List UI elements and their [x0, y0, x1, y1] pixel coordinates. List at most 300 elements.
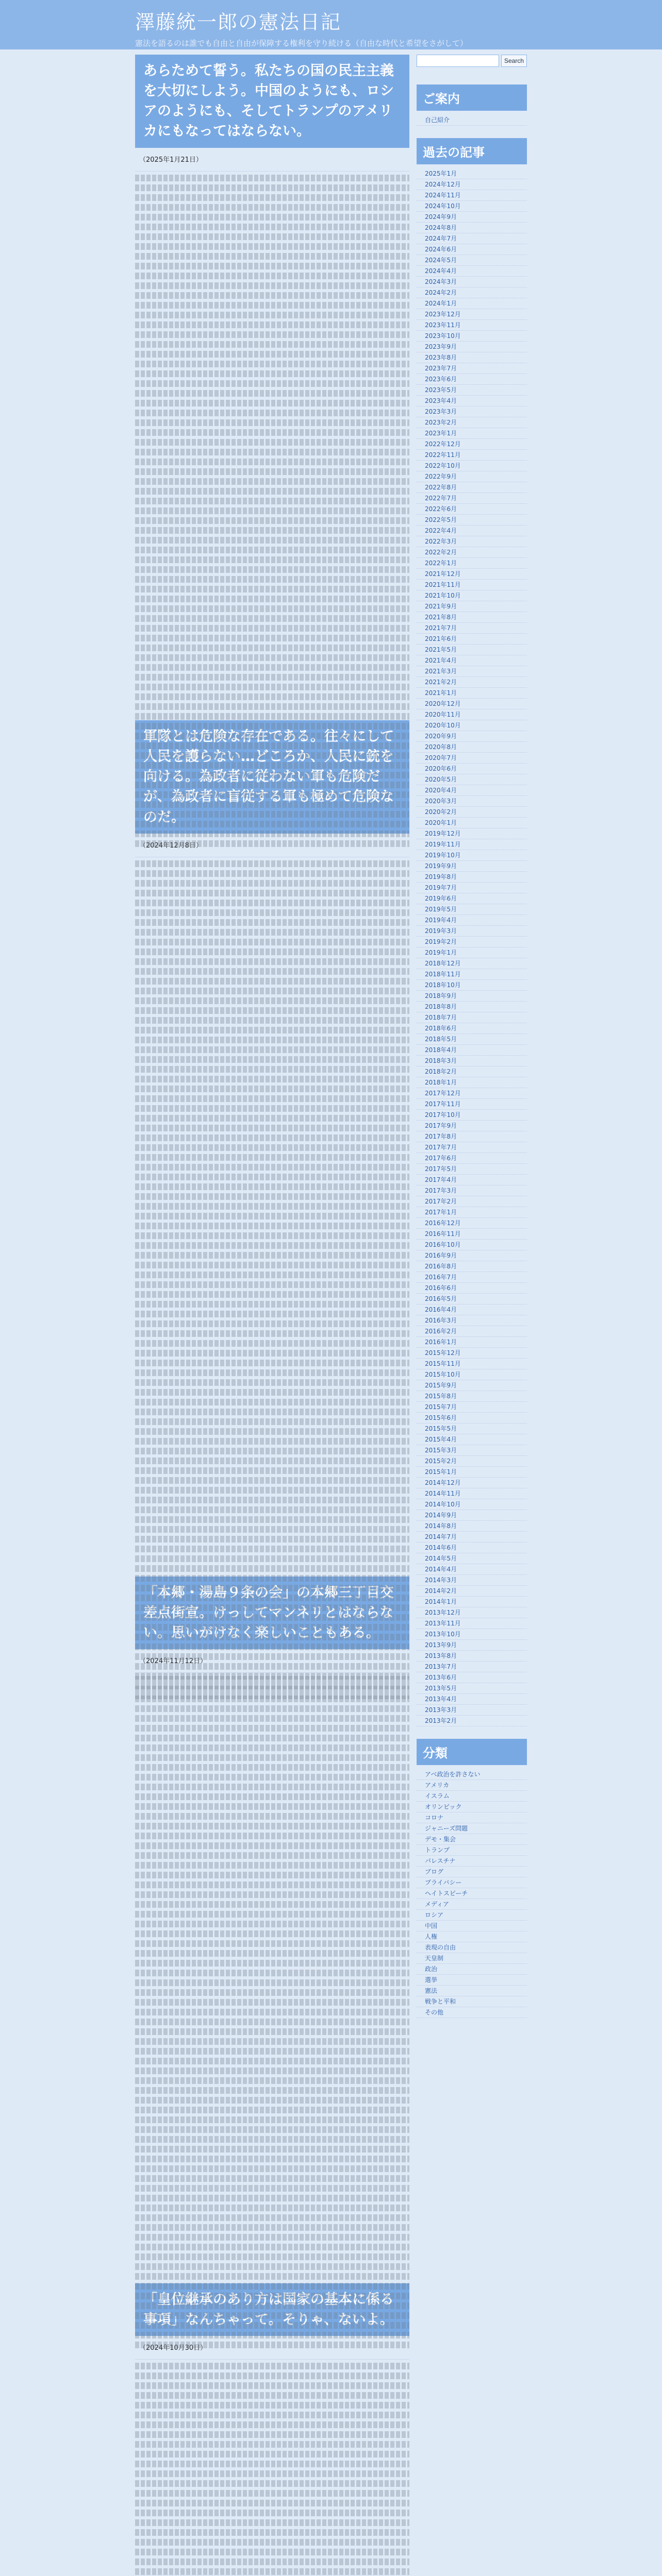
category-item-link[interactable]: デモ・集会	[425, 1836, 456, 1843]
archive-item[interactable]	[417, 807, 527, 818]
archive-item[interactable]	[417, 1488, 527, 1499]
archive-item-link[interactable]: 2021年1月	[425, 689, 457, 697]
category-item[interactable]	[417, 1834, 527, 1845]
category-item-link[interactable]: アメリカ	[425, 1782, 450, 1789]
category-item[interactable]	[417, 1780, 527, 1791]
category-item-link[interactable]: 憲法	[425, 1987, 438, 1994]
archive-item-link[interactable]: 2017年3月	[425, 1187, 457, 1194]
archive-item[interactable]	[417, 1402, 527, 1413]
archive-item-link[interactable]: 2020年7月	[425, 754, 457, 761]
archive-item-link[interactable]: 2013年11月	[425, 1620, 461, 1627]
archive-item-link[interactable]: 2018年6月	[425, 1025, 457, 1032]
category-item-link[interactable]: ジャニーズ問題	[425, 1825, 468, 1832]
archive-item[interactable]	[417, 1142, 527, 1153]
archive-item[interactable]	[417, 753, 527, 764]
archive-item-link[interactable]: 2022年1月	[425, 560, 457, 567]
archive-item-link[interactable]: 2022年2月	[425, 549, 457, 556]
archive-item[interactable]	[417, 1121, 527, 1131]
archive-item-link[interactable]: 2013年9月	[425, 1641, 457, 1649]
archive-item-link[interactable]: 2015年8月	[425, 1393, 457, 1400]
archive-item[interactable]	[417, 1423, 527, 1434]
archive-item-link[interactable]: 2024年4月	[425, 267, 457, 275]
archive-item[interactable]	[417, 969, 527, 980]
archive-item-link[interactable]: 2020年1月	[425, 819, 457, 826]
archive-item-link[interactable]: 2014年7月	[425, 1533, 457, 1540]
archive-item[interactable]	[417, 1694, 527, 1705]
archive-item[interactable]	[417, 569, 527, 580]
archive-item[interactable]	[417, 818, 527, 828]
archive-item[interactable]	[417, 1521, 527, 1532]
archive-item-link[interactable]: 2016年7月	[425, 1274, 457, 1281]
archive-item[interactable]	[417, 1088, 527, 1099]
archive-item[interactable]	[417, 1077, 527, 1088]
archive-item[interactable]	[417, 1510, 527, 1521]
archive-item[interactable]	[417, 1034, 527, 1045]
archive-item-link[interactable]: 2022年12月	[425, 440, 461, 448]
archive-item-link[interactable]: 2018年4月	[425, 1046, 457, 1054]
archive-item[interactable]	[417, 1380, 527, 1391]
archive-item-link[interactable]: 2024年11月	[425, 192, 461, 199]
archive-item-link[interactable]: 2017年4月	[425, 1176, 457, 1183]
archive-item[interactable]	[417, 536, 527, 547]
category-item-link[interactable]: パレスチナ	[425, 1857, 456, 1865]
archive-item[interactable]	[417, 266, 527, 277]
archive-item-link[interactable]: 2020年5月	[425, 776, 457, 783]
archive-item[interactable]	[417, 244, 527, 255]
archive-item-link[interactable]: 2021年8月	[425, 614, 457, 621]
archive-item-link[interactable]: 2023年8月	[425, 354, 457, 361]
archive-item-link[interactable]: 2014年10月	[425, 1501, 461, 1508]
archive-item-link[interactable]: 2016年4月	[425, 1306, 457, 1313]
archive-item-link[interactable]: 2024年2月	[425, 289, 457, 296]
archive-item[interactable]	[417, 991, 527, 1002]
archive-item[interactable]	[417, 1434, 527, 1445]
archive-item[interactable]	[417, 655, 527, 666]
archive-item[interactable]	[417, 623, 527, 634]
archive-item-link[interactable]: 2018年5月	[425, 1036, 457, 1043]
archive-item[interactable]	[417, 1056, 527, 1066]
archive-item-link[interactable]: 2022年5月	[425, 516, 457, 523]
post-title[interactable]: あらためて誓う。私たちの国の民主主義を大切にしよう。中国のようにも、ロシアのようにも、そしてトランプのアメリカにもなってはならない。	[135, 55, 409, 148]
category-item-link[interactable]: トランプ	[425, 1846, 450, 1854]
archive-item-link[interactable]: 2013年5月	[425, 1685, 457, 1692]
category-item[interactable]	[417, 1942, 527, 1953]
archive-item[interactable]	[417, 1597, 527, 1607]
archive-item[interactable]	[417, 926, 527, 937]
archive-item[interactable]	[417, 839, 527, 850]
archive-item-link[interactable]: 2023年2月	[425, 419, 457, 426]
archive-item-link[interactable]: 2020年12月	[425, 700, 461, 707]
archive-item-link[interactable]: 2024年10月	[425, 202, 461, 210]
archive-item[interactable]	[417, 1164, 527, 1175]
archive-item[interactable]	[417, 699, 527, 709]
archive-item[interactable]	[417, 277, 527, 287]
archive-item-link[interactable]: 2015年1月	[425, 1468, 457, 1476]
archive-item[interactable]	[417, 363, 527, 374]
category-item[interactable]	[417, 1867, 527, 1877]
archive-item[interactable]	[417, 1640, 527, 1651]
archive-item-link[interactable]: 2014年6月	[425, 1544, 457, 1551]
archive-item[interactable]	[417, 1651, 527, 1662]
archive-item-link[interactable]: 2017年12月	[425, 1090, 461, 1097]
category-item[interactable]	[417, 1910, 527, 1921]
archive-item[interactable]	[417, 255, 527, 266]
archive-item-link[interactable]: 2023年11月	[425, 321, 461, 329]
archive-item-link[interactable]: 2021年7月	[425, 624, 457, 632]
archive-item[interactable]	[417, 1045, 527, 1056]
archive-item-link[interactable]: 2017年10月	[425, 1111, 461, 1118]
archive-item-link[interactable]: 2020年8月	[425, 743, 457, 751]
archive-item-link[interactable]: 2018年1月	[425, 1079, 457, 1086]
archive-item-link[interactable]: 2013年8月	[425, 1652, 457, 1659]
archive-item[interactable]	[417, 1629, 527, 1640]
archive-item-link[interactable]: 2013年6月	[425, 1674, 457, 1681]
category-item-link[interactable]: プライバシー	[425, 1879, 462, 1886]
archive-item[interactable]	[417, 1218, 527, 1229]
archive-item-link[interactable]: 2019年1月	[425, 949, 457, 956]
archive-item-link[interactable]: 2016年1月	[425, 1338, 457, 1346]
post-title[interactable]: 「本郷・湯島９条の会」の本郷三丁目交差点街宣。けっしてマンネリとはならない。思いがけなく楽しいこともある。	[135, 1577, 409, 1649]
archive-item-link[interactable]: 2017年9月	[425, 1122, 457, 1129]
archive-item-link[interactable]: 2018年2月	[425, 1068, 457, 1075]
archive-item-link[interactable]: 2016年2月	[425, 1328, 457, 1335]
archive-item[interactable]	[417, 645, 527, 655]
archive-item-link[interactable]: 2017年8月	[425, 1133, 457, 1140]
archive-item[interactable]	[417, 1315, 527, 1326]
archive-item-link[interactable]: 2015年12月	[425, 1349, 461, 1357]
archive-item-link[interactable]: 2016年8月	[425, 1263, 457, 1270]
archive-item[interactable]	[417, 1532, 527, 1543]
archive-item-link[interactable]: 2019年11月	[425, 841, 461, 848]
category-item[interactable]	[417, 1921, 527, 1931]
archive-item-link[interactable]: 2021年9月	[425, 603, 457, 610]
post-title[interactable]: 「皇位継承のあり方は国家の基本に係る事項」なんちゃって。そりゃ、ないよ。	[135, 2283, 409, 2336]
archive-item-link[interactable]: 2015年10月	[425, 1371, 461, 1378]
archive-item-link[interactable]: 2022年10月	[425, 462, 461, 469]
archive-item[interactable]	[417, 785, 527, 796]
category-item-link[interactable]: コロナ	[425, 1814, 444, 1821]
archive-item-link[interactable]: 2021年5月	[425, 646, 457, 653]
archive-item[interactable]	[417, 872, 527, 883]
archive-item-link[interactable]: 2019年6月	[425, 895, 457, 902]
archive-item[interactable]	[417, 1337, 527, 1348]
archive-item-link[interactable]: 2020年11月	[425, 711, 461, 718]
category-item[interactable]	[417, 1964, 527, 1975]
archive-item[interactable]	[417, 1196, 527, 1207]
archive-item[interactable]	[417, 1012, 527, 1023]
category-item[interactable]	[417, 1877, 527, 1888]
archive-item[interactable]	[417, 309, 527, 320]
archive-item[interactable]	[417, 179, 527, 190]
category-item[interactable]	[417, 1856, 527, 1867]
archive-item[interactable]	[417, 331, 527, 342]
category-item-link[interactable]: イスラム	[425, 1792, 450, 1800]
category-item[interactable]	[417, 1769, 527, 1780]
category-item[interactable]	[417, 1953, 527, 1964]
category-item-link[interactable]: ロシア	[425, 1911, 444, 1919]
archive-item-link[interactable]: 2024年12月	[425, 181, 461, 188]
archive-item[interactable]	[417, 915, 527, 926]
archive-item-link[interactable]: 2019年5月	[425, 906, 457, 913]
archive-item[interactable]	[417, 1250, 527, 1261]
archive-item[interactable]	[417, 547, 527, 558]
archive-item-link[interactable]: 2025年1月	[425, 170, 457, 177]
archive-item[interactable]	[417, 1110, 527, 1121]
archive-item-link[interactable]: 2021年3月	[425, 668, 457, 675]
archive-item[interactable]	[417, 1445, 527, 1456]
archive-item-link[interactable]: 2018年9月	[425, 992, 457, 999]
archive-item[interactable]	[417, 428, 527, 439]
archive-item-link[interactable]: 2024年5月	[425, 257, 457, 264]
archive-item-link[interactable]: 2014年3月	[425, 1577, 457, 1584]
category-item-link[interactable]: メディア	[425, 1901, 450, 1908]
archive-item-link[interactable]: 2023年12月	[425, 311, 461, 318]
archive-item[interactable]	[417, 1326, 527, 1337]
archive-item-link[interactable]: 2024年3月	[425, 278, 457, 285]
archive-item[interactable]	[417, 666, 527, 677]
archive-item[interactable]	[417, 1478, 527, 1488]
archive-item[interactable]	[417, 709, 527, 720]
archive-item-link[interactable]: 2020年10月	[425, 722, 461, 729]
archive-item-link[interactable]: 2024年9月	[425, 213, 457, 221]
archive-item[interactable]	[417, 526, 527, 536]
archive-item-link[interactable]: 2022年7月	[425, 495, 457, 502]
archive-item[interactable]	[417, 1586, 527, 1597]
category-item-link[interactable]: 政治	[425, 1965, 438, 1973]
archive-item-link[interactable]: 2017年2月	[425, 1198, 457, 1205]
archive-item-link[interactable]: 2015年9月	[425, 1382, 457, 1389]
archive-item[interactable]	[417, 1185, 527, 1196]
archive-item[interactable]	[417, 1229, 527, 1240]
archive-item-link[interactable]: 2018年8月	[425, 1003, 457, 1010]
archive-item[interactable]	[417, 958, 527, 969]
archive-item[interactable]	[417, 201, 527, 212]
archive-item[interactable]	[417, 233, 527, 244]
archive-item[interactable]	[417, 1261, 527, 1272]
category-item[interactable]	[417, 1823, 527, 1834]
archive-item[interactable]	[417, 580, 527, 590]
archive-item[interactable]	[417, 601, 527, 612]
archive-item-link[interactable]: 2017年11月	[425, 1100, 461, 1108]
archive-item[interactable]	[417, 1359, 527, 1369]
archive-item-link[interactable]: 2016年3月	[425, 1317, 457, 1324]
post-title[interactable]: 軍隊とは危険な存在である。往々にして人民を護らない…どころか、人民に銃を向ける。為政者に従わない軍も危険だが、為政者に盲従する軍も極めて危険なのだ。	[135, 720, 409, 834]
archive-item[interactable]	[417, 1175, 527, 1185]
archive-item-link[interactable]: 2013年4月	[425, 1696, 457, 1703]
archive-item-link[interactable]: 2016年12月	[425, 1219, 461, 1227]
archive-item-link[interactable]: 2024年8月	[425, 224, 457, 231]
archive-item-link[interactable]: 2024年1月	[425, 300, 457, 307]
archive-item[interactable]	[417, 320, 527, 331]
archive-item-link[interactable]: 2013年2月	[425, 1717, 457, 1724]
archive-item[interactable]	[417, 298, 527, 309]
archive-item-link[interactable]: 2014年12月	[425, 1479, 461, 1486]
archive-item[interactable]	[417, 1564, 527, 1575]
archive-item[interactable]	[417, 1456, 527, 1467]
archive-item[interactable]	[417, 212, 527, 223]
archive-item-link[interactable]: 2015年4月	[425, 1436, 457, 1443]
archive-item[interactable]	[417, 1672, 527, 1683]
category-item-link[interactable]: アベ政治を許さない	[425, 1771, 481, 1778]
archive-item-link[interactable]: 2019年4月	[425, 917, 457, 924]
archive-item[interactable]	[417, 374, 527, 385]
category-item-link[interactable]: オリンピック	[425, 1803, 462, 1810]
category-item[interactable]	[417, 2007, 527, 2018]
archive-item[interactable]	[417, 558, 527, 569]
archive-item-link[interactable]: 2015年11月	[425, 1360, 461, 1367]
archive-item[interactable]	[417, 861, 527, 872]
archive-item-link[interactable]: 2022年11月	[425, 451, 461, 459]
archive-item-link[interactable]: 2018年11月	[425, 971, 461, 978]
archive-item-link[interactable]: 2023年4月	[425, 397, 457, 404]
archive-item-link[interactable]: 2022年6月	[425, 505, 457, 513]
archive-item[interactable]	[417, 612, 527, 623]
category-item[interactable]	[417, 1812, 527, 1823]
category-item-link[interactable]: ブログ	[425, 1868, 444, 1875]
category-item-link[interactable]: 中国	[425, 1922, 438, 1929]
archive-item[interactable]	[417, 287, 527, 298]
category-item[interactable]	[417, 1899, 527, 1910]
archive-item[interactable]	[417, 1391, 527, 1402]
archive-item-link[interactable]: 2023年10月	[425, 332, 461, 340]
archive-item-link[interactable]: 2013年3月	[425, 1706, 457, 1714]
archive-item[interactable]	[417, 1543, 527, 1553]
archive-item[interactable]	[417, 1272, 527, 1283]
archive-item-link[interactable]: 2023年6月	[425, 376, 457, 383]
archive-item[interactable]	[417, 482, 527, 493]
archive-item[interactable]	[417, 396, 527, 406]
archive-item-link[interactable]: 2024年7月	[425, 235, 457, 242]
archive-item-link[interactable]: 2016年10月	[425, 1241, 461, 1248]
archive-item-link[interactable]: 2019年12月	[425, 830, 461, 837]
archive-item[interactable]	[417, 168, 527, 179]
archive-item[interactable]	[417, 1607, 527, 1618]
archive-item[interactable]	[417, 764, 527, 774]
archive-item-link[interactable]: 2014年9月	[425, 1512, 457, 1519]
archive-item-link[interactable]: 2021年2月	[425, 679, 457, 686]
archive-item[interactable]	[417, 461, 527, 471]
archive-item-link[interactable]: 2016年9月	[425, 1252, 457, 1259]
archive-item-link[interactable]: 2015年5月	[425, 1425, 457, 1432]
category-item[interactable]	[417, 1888, 527, 1899]
archive-item[interactable]	[417, 439, 527, 450]
category-item-link[interactable]: 表現の自由	[425, 1944, 456, 1951]
archive-item[interactable]	[417, 1467, 527, 1478]
archive-item[interactable]	[417, 720, 527, 731]
archive-item[interactable]	[417, 1575, 527, 1586]
search-input[interactable]	[417, 55, 499, 67]
archive-item-link[interactable]: 2017年1月	[425, 1209, 457, 1216]
archive-item[interactable]	[417, 417, 527, 428]
archive-item[interactable]	[417, 1705, 527, 1716]
archive-item-link[interactable]: 2023年9月	[425, 343, 457, 350]
archive-item[interactable]	[417, 850, 527, 861]
archive-item-link[interactable]: 2013年10月	[425, 1631, 461, 1638]
archive-item-link[interactable]: 2021年6月	[425, 635, 457, 642]
archive-item[interactable]	[417, 742, 527, 753]
category-item-link[interactable]: ヘイトスピーチ	[425, 1890, 468, 1897]
archive-item[interactable]	[417, 980, 527, 991]
search-button[interactable]: Search	[501, 55, 527, 67]
archive-item-link[interactable]: 2021年10月	[425, 592, 461, 599]
archive-item-link[interactable]: 2015年6月	[425, 1414, 457, 1421]
archive-item[interactable]	[417, 406, 527, 417]
archive-item[interactable]	[417, 1553, 527, 1564]
archive-item-link[interactable]: 2019年3月	[425, 927, 457, 935]
archive-item[interactable]	[417, 1283, 527, 1294]
archive-item-link[interactable]: 2015年3月	[425, 1447, 457, 1454]
archive-item[interactable]	[417, 947, 527, 958]
archive-item[interactable]	[417, 1413, 527, 1423]
archive-item[interactable]	[417, 634, 527, 645]
archive-item-link[interactable]: 2024年6月	[425, 246, 457, 253]
archive-item[interactable]	[417, 1207, 527, 1218]
archive-item-link[interactable]: 2023年5月	[425, 386, 457, 394]
archive-item-link[interactable]: 2019年2月	[425, 938, 457, 945]
category-item[interactable]	[417, 1845, 527, 1856]
archive-item[interactable]	[417, 1023, 527, 1034]
archive-item-link[interactable]: 2022年9月	[425, 473, 457, 480]
archive-item[interactable]	[417, 1683, 527, 1694]
category-item[interactable]	[417, 1986, 527, 1996]
site-title[interactable]: 澤藤統一郎の憲法日記	[135, 11, 342, 33]
archive-item[interactable]	[417, 883, 527, 893]
archive-item-link[interactable]: 2017年6月	[425, 1155, 457, 1162]
archive-item-link[interactable]: 2018年3月	[425, 1057, 457, 1064]
archive-item[interactable]	[417, 1716, 527, 1726]
archive-item[interactable]	[417, 677, 527, 688]
archive-item[interactable]	[417, 688, 527, 699]
archive-item[interactable]	[417, 796, 527, 807]
category-item-link[interactable]: 天皇制	[425, 1955, 444, 1962]
archive-item-link[interactable]: 2021年12月	[425, 570, 461, 578]
archive-item-link[interactable]: 2014年8月	[425, 1522, 457, 1530]
archive-item[interactable]	[417, 471, 527, 482]
archive-item-link[interactable]: 2019年9月	[425, 862, 457, 870]
archive-item[interactable]	[417, 774, 527, 785]
archive-item[interactable]	[417, 1153, 527, 1164]
archive-item[interactable]	[417, 342, 527, 352]
archive-item[interactable]	[417, 1131, 527, 1142]
archive-item[interactable]	[417, 1348, 527, 1359]
archive-item-link[interactable]: 2016年5月	[425, 1295, 457, 1302]
archive-item[interactable]	[417, 1294, 527, 1304]
archive-item[interactable]	[417, 1240, 527, 1250]
archive-item[interactable]	[417, 893, 527, 904]
archive-item-link[interactable]: 2018年7月	[425, 1014, 457, 1021]
archive-item[interactable]	[417, 1099, 527, 1110]
archive-item-link[interactable]: 2019年10月	[425, 852, 461, 859]
archive-item[interactable]	[417, 937, 527, 947]
archive-item[interactable]	[417, 450, 527, 461]
category-item-link[interactable]: 戦争と平和	[425, 1998, 456, 2005]
category-item[interactable]	[417, 1931, 527, 1942]
archive-item-link[interactable]: 2021年4月	[425, 657, 457, 664]
category-item-link[interactable]: 選挙	[425, 1976, 438, 1984]
archive-item[interactable]	[417, 1662, 527, 1672]
archive-item-link[interactable]: 2022年8月	[425, 484, 457, 491]
archive-item-link[interactable]: 2018年12月	[425, 960, 461, 967]
archive-item[interactable]	[417, 1618, 527, 1629]
archive-item[interactable]	[417, 223, 527, 233]
archive-item[interactable]	[417, 352, 527, 363]
archive-item-link[interactable]: 2018年10月	[425, 981, 461, 989]
archive-item[interactable]	[417, 1499, 527, 1510]
archive-item-link[interactable]: 2023年7月	[425, 365, 457, 372]
archive-item[interactable]	[417, 590, 527, 601]
archive-item[interactable]	[417, 1304, 527, 1315]
guide-link[interactable]	[417, 115, 527, 126]
